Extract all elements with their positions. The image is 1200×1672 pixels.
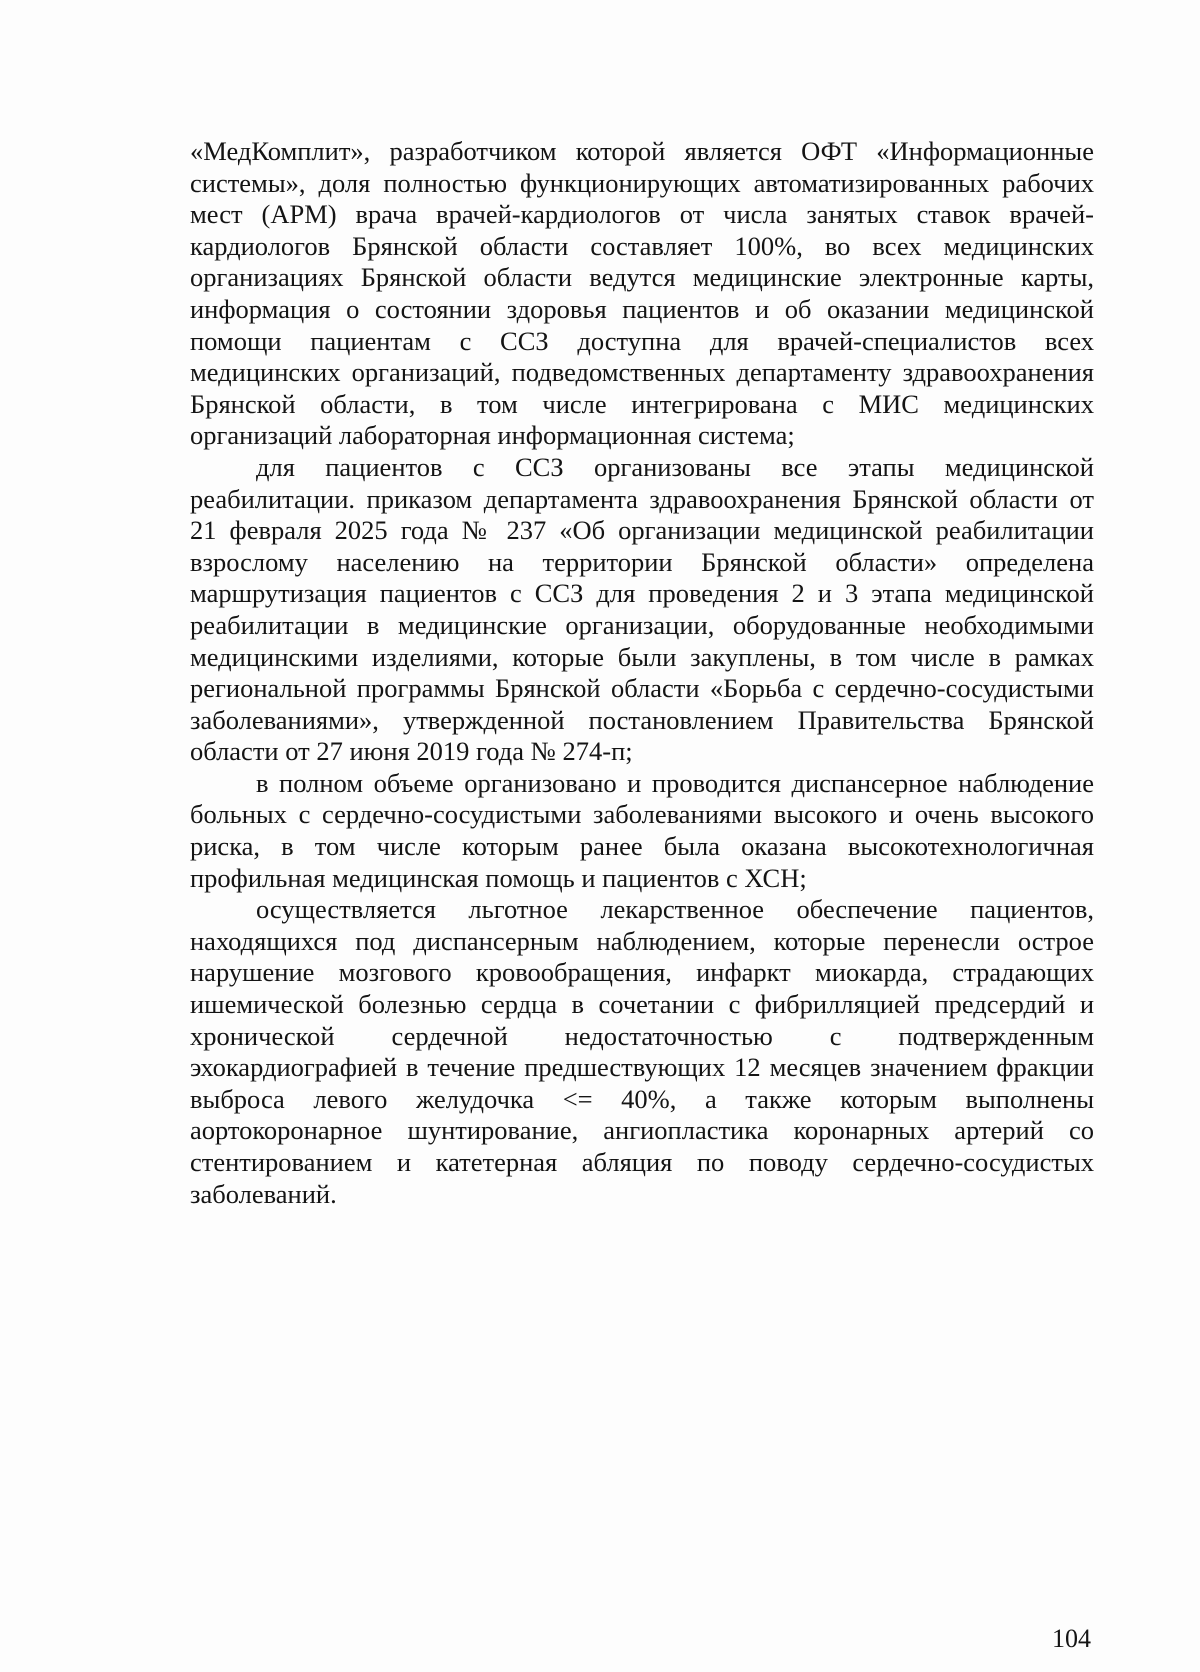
- paragraph-reporting-systems: «МедКомплит», разработчиком которой является ОФТ «Информационные системы», доля полностью функционирующих автоматизированных рабочих мест (АРМ) врача врачей-кардиологов от числа занятых ставок врачей-кардиологов Брянской области составляет 100%, во всех медицинских организациях Брянской области ведутся медицинские электронные карты, информация о состоянии здоровья пациентов и об оказании медицинской помощи пациентам с ССЗ доступна для врачей-специалистов всех медицинских организаций, подведомственных департаменту здравоохранения Брянской области, в том числе интегрирована с МИС медицинских организаций лабораторная информационная система;: [190, 136, 1094, 451]
- paragraph-drug-provision: осуществляется льготное лекарственное обеспечение пациентов, находящихся под диспансерным наблюдением, которые перенесли острое нарушение мозгового кровообращения, инфаркт миокарда, страдающих ишемической болезнью сердца в сочетании с фибрилляцией предсердий и хронической сердечной недостаточностью с подтвержденным эхокардиографией в течение предшествующих 12 месяцев значением фракции выброса левого желудочка <= 40%, а также которым выполнены аортокоронарное шунтирование, ангиопластика коронарных артерий со стентированием и катетерная абляция по поводу сердечно-сосудистых заболеваний.: [190, 894, 1094, 1209]
- paragraph-rehabilitation: для пациентов с ССЗ организованы все этапы медицинской реабилитации. приказом департамента здравоохранения Брянской области от 21 февраля 2025 года № 237 «Об организации медицинской реабилитации взрослому населению на территории Брянской области» определена маршрутизация пациентов с ССЗ для проведения 2 и 3 этапа медицинской реабилитации в медицинские организации, оборудованные необходимыми медицинскими изделиями, которые были закуплены, в том числе в рамках региональной программы Брянской области «Борьба с сердечно-сосудистыми заболеваниями», утвержденной постановлением Правительства Брянской области от 27 июня 2019 года № 274-п;: [190, 451, 1094, 767]
- page-number: 104: [1052, 1624, 1091, 1653]
- document-body: [190, 136, 1094, 1210]
- paragraph-dispensary-observation: в полном объеме организовано и проводится диспансерное наблюдение больных с сердечно-сосудистыми заболеваниями высокого и очень высокого риска, в том числе которым ранее была оказана высокотехнологичная профильная медицинская помощь и пациентов с ХСН;: [190, 767, 1094, 893]
